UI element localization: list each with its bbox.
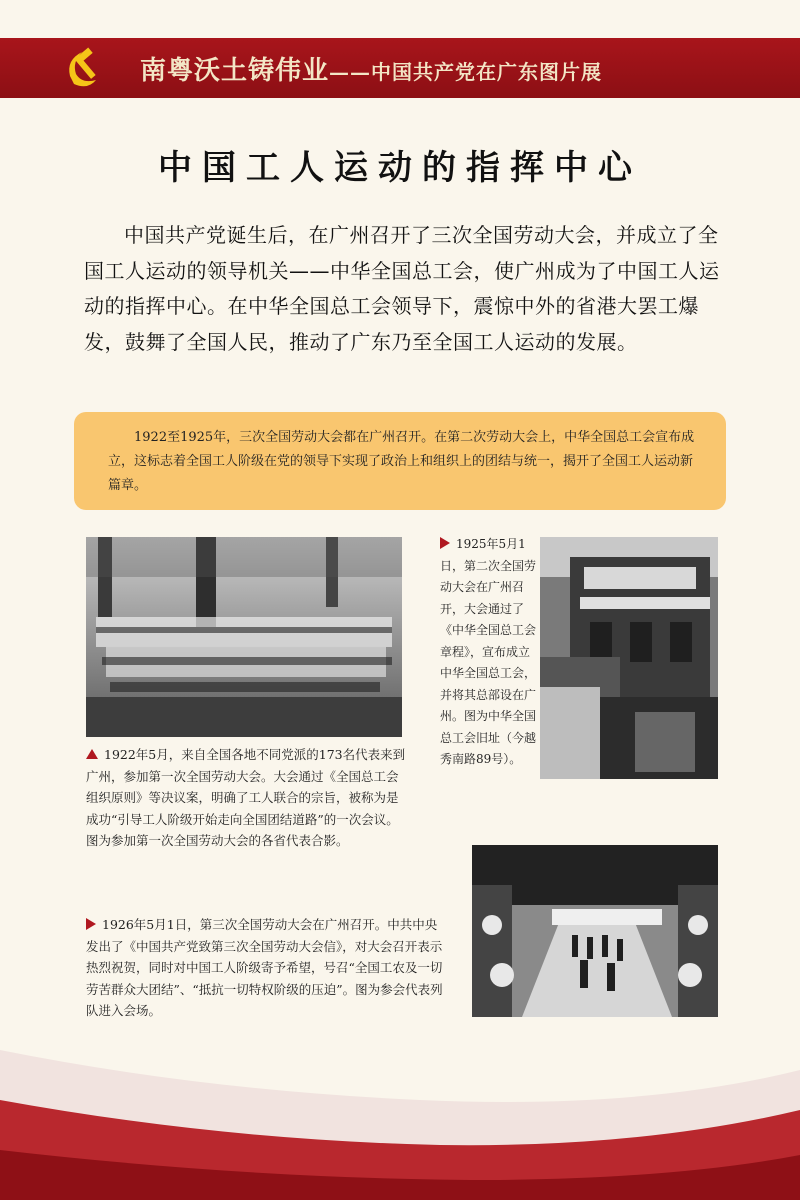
banner-title-sub: ——中国共产党在广东图片展 bbox=[329, 60, 603, 84]
lead-paragraph: 中国共产党诞生后，在广州召开了三次全国劳动大会，并成立了全国工人运动的领导机关——中华全国总工会，使广州成为了中国工人运动的指挥中心。在中华全国总工会领导下，震惊中外的省港大罢工爆发，鼓舞了全国人民，推动了广东乃至全国工人运动的发展。 bbox=[84, 223, 720, 354]
delegates-group-photo bbox=[86, 537, 402, 737]
arrow-right-icon bbox=[440, 537, 450, 549]
photo-caption-1 bbox=[86, 744, 406, 852]
photo-caption-2 bbox=[440, 534, 536, 771]
caption-text: 1926年5月1日，第三次全国劳动大会在广州召开。中共中央发出了《中国共产党致第三次全国劳动大会信》，对大会召开表示热烈祝贺，同时对中国工人阶级寄予希望，号召“全国工农及一切劳苦群众大团结”、“抵抗一切特权阶级的压迫”。图为参会代表列队进入会场。 bbox=[86, 917, 443, 1018]
arrow-up-icon bbox=[86, 749, 98, 759]
federation-building-photo bbox=[540, 537, 718, 779]
callout-box: 1922至1925年，三次全国劳动大会都在广州召开。在第二次劳动大会上，中华全国总工会宣布成立，这标志着全国工人阶级在党的领导下实现了政治上和组织上的团结与统一，揭开了全国工人运动新篇章。 bbox=[74, 412, 726, 510]
banner-title bbox=[140, 50, 602, 87]
photo-caption-3 bbox=[86, 914, 446, 1022]
arrow-right-icon bbox=[86, 918, 96, 930]
footer-wave-decoration bbox=[0, 1030, 800, 1200]
page-title: 中国工人运动的指挥中心 bbox=[158, 148, 642, 188]
caption-text: 1925年5月1日，第二次全国劳动大会在广州召开，大会通过了《中华全国总工会章程》，宣布成立中华全国总工会，并将其总部设在广州。图为中华全国总工会旧址（今越秀南路89号）。 bbox=[440, 537, 537, 766]
hammer-sickle-icon bbox=[60, 46, 106, 92]
caption-text: 1922年5月，来自全国各地不同党派的173名代表来到广州，参加第一次全国劳动大会。大会通过《全国总工会组织原则》等决议案，明确了工人联合的宗旨，被称为是成功“引导工人阶级开始走向全国团结道路”的一次会议。图为参加第一次全国劳动大会的各省代表合影。 bbox=[86, 747, 406, 848]
procession-photo bbox=[472, 845, 718, 1017]
banner-title-main: 南粤沃土铸伟业 bbox=[140, 56, 330, 86]
